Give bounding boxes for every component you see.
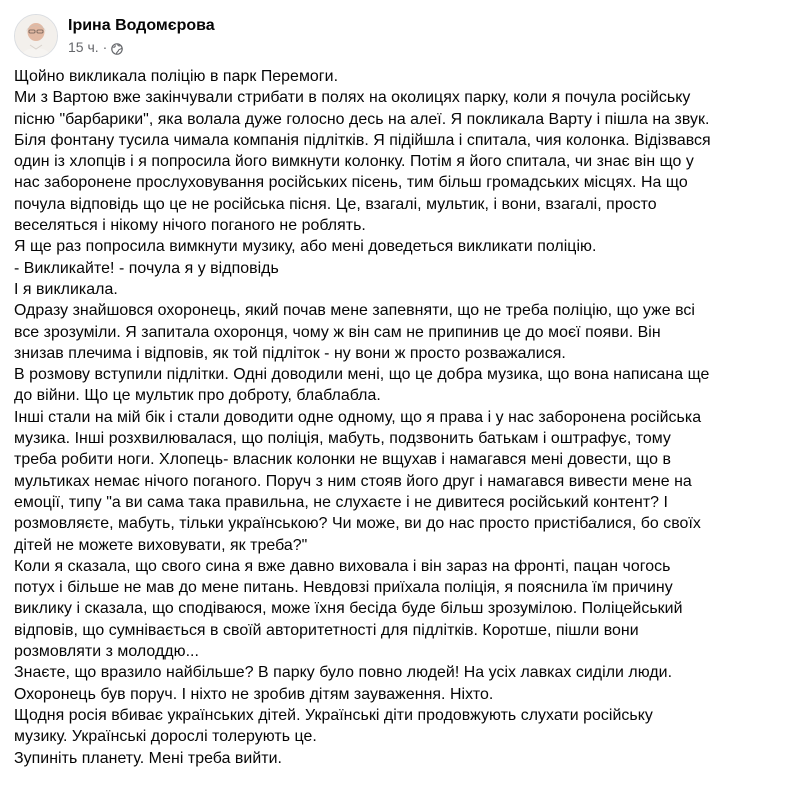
post-text-line: Щодня росія вбиває українських дітей. Українські діти продовжують слухати російську (14, 706, 653, 724)
globe-icon[interactable] (111, 41, 123, 53)
author-avatar[interactable] (14, 14, 58, 58)
post-text-line: Біля фонтану тусила чимала компанія підлітків. Я підійшла і спитала, чия колонка. Відізвався (14, 131, 711, 149)
post-text-line: виклику і сказала, що сподіваюся, може їхня бесіда буде більш зрозумілою. Поліцейський (14, 600, 683, 618)
post-text-line: В розмову вступили підлітки. Одні доводили мені, що це добра музика, що вона написана ще (14, 366, 710, 384)
post-text-line: Зупиніть планету. Мені треба вийти. (14, 749, 282, 767)
post-text-line: Я ще раз попросила вимкнути музику, або мені доведеться викликати поліцію. (14, 238, 597, 256)
post-text-line: Знаєте, що вразило найбільше? В парку було повно людей! На усіх лавках сиділи люди. (14, 664, 673, 682)
post-text-line: нас заборонене прослуховування російських пісень, тим більш громадських місцях. На що (14, 174, 688, 192)
post-text-line: треба робити ноги. Хлопець- власник колонки не вщухав і намагався мені довести, що в (14, 451, 671, 469)
author-name[interactable]: Ірина Водомєрова (68, 17, 215, 34)
post-text-line: один із хлопців і я попросила його вимкнути колонку. Потім я його спитала, чи знає він що у (14, 153, 694, 171)
post-text-line: музика. Інші розхвилювалася, що поліція, мабуть, подзвонить батькам і оштрафує, тому (14, 430, 671, 448)
post-meta (68, 16, 215, 56)
post-text-line: музику. Українські дорослі толерують це. (14, 728, 317, 746)
post-text-line: Коли я сказала, що свого сина я вже давно виховала і він зараз на фронті, пацан чогось (14, 557, 671, 575)
post-text-line: дітей не можете виховувати, як треба?" (14, 536, 308, 554)
post-text-line: Щойно викликала поліцію в парк Перемоги. (14, 68, 339, 85)
post-timestamp[interactable]: 15 ч. (68, 39, 99, 55)
post-body-text (14, 66, 786, 769)
post-text-line: веселяться і нікому нічого поганого не роблять. (14, 217, 366, 235)
post-text-line: Охоронець був поруч. І ніхто не зробив дітям зауваження. Ніхто. (14, 685, 494, 703)
post-text-line: почула відповідь що це не російська пісня. Це, взагалі, мультик, і вони, взагалі, просто (14, 195, 657, 213)
post-text-line: знизав плечима і відповів, як той підліток - ну вони ж просто розважалися. (14, 344, 566, 362)
post-text-line: емоції, типу "а ви сама така правильна, не слухаєте і не дивитеся російський контент? І (14, 493, 668, 511)
post-text-line: Інші стали на мій бік і стали доводити одне одному, що я права і у нас заборонена російська (14, 408, 702, 426)
post-text-line: до війни. Що це мультик про доброту, блаблабла. (14, 387, 381, 405)
post-text-line: Ми з Вартою вже закінчували стрибати в полях на околицях парку, коли я почула російську (14, 89, 691, 107)
post-text-line: розмовляти з молоддю... (14, 643, 199, 661)
avatar-portrait-icon (15, 15, 57, 57)
post-time-row (68, 38, 215, 56)
post-text-line: мультиках немає нічого поганого. Поруч з ним стояв його друг і намагався вивести мене на (14, 472, 692, 490)
post-text-line: розмовляєте, мабуть, тільки українською? Чи може, ви до нас просто пристібалися, бо своїх (14, 515, 701, 533)
post-header (14, 12, 215, 60)
post-text-line: І я викликала. (14, 280, 118, 298)
post-text-line: потух і більше не мав до мене питань. Невдовзі приїхала поліція, я пояснила їм причину (14, 579, 673, 597)
post-text-line: все зрозуміли. Я запитала охоронця, чому ж він сам не припинив це до моєї появи. Він (14, 323, 661, 341)
post-text-line: Одразу знайшовся охоронець, який почав мене запевняти, що не треба поліцію, що уже всі (14, 302, 695, 320)
post-text-line: відповів, що сумнівається в своїй авторитетності для підлітків. Коротше, пішли вони (14, 621, 639, 639)
separator-dot: · (102, 39, 108, 55)
post-text-line: пісню "барбарики", яка волала дуже голосно десь на алеї. Я покликала Варту і пішла на звук. (14, 110, 710, 128)
post-text-line: - Викликайте! - почула я у відповідь (14, 259, 279, 277)
